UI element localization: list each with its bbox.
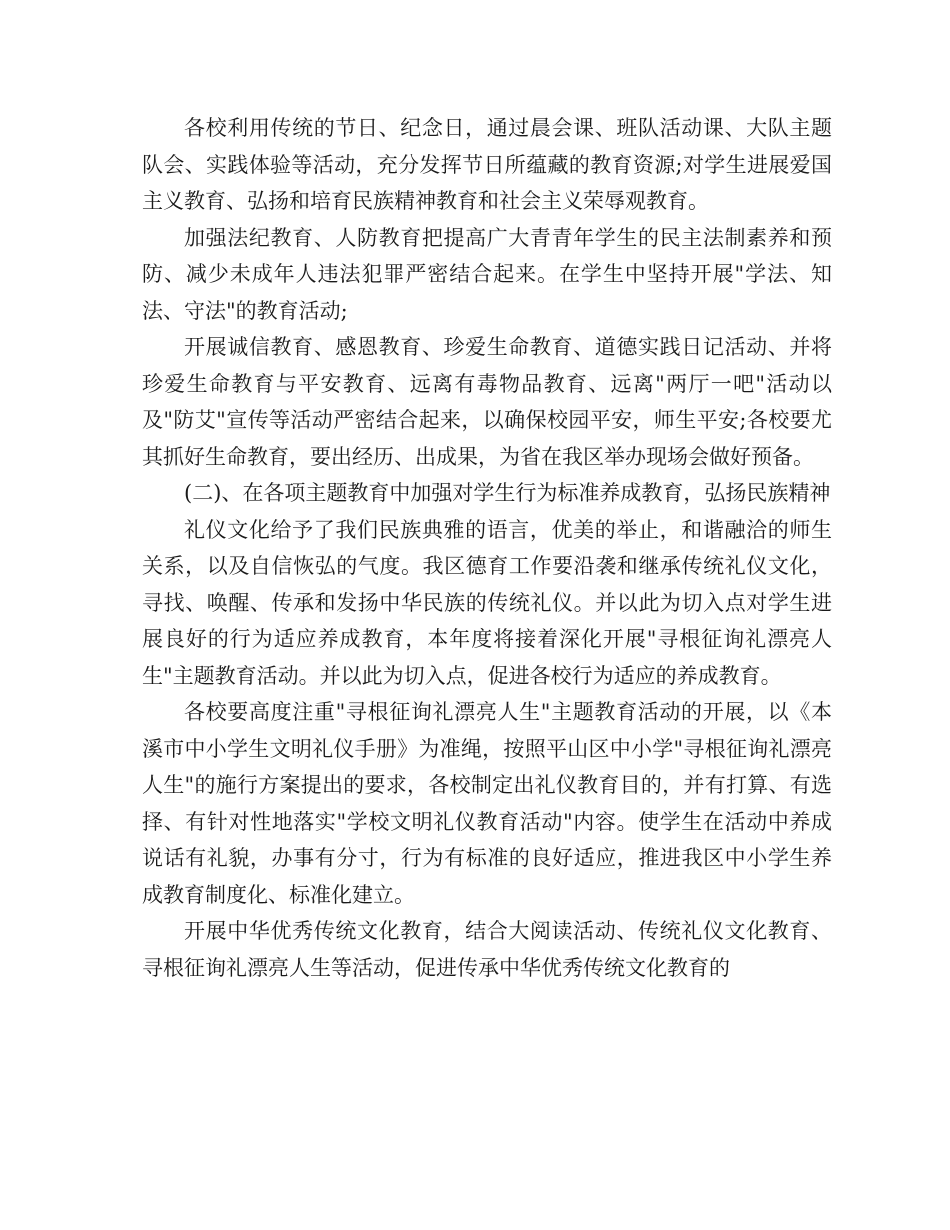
paragraph-traditional-culture: 开展中华优秀传统文化教育，结合大阅读活动、传统礼仪文化教育、寻根征询礼漂亮人生等活动，促进传承中华优秀传统文化教育的: [142, 919, 832, 980]
paragraph-festival-education: 各校利用传统的节日、纪念日，通过晨会课、班队活动课、大队主题队会、实践体验等活动，充分发挥节日所蕴藏的教育资源;对学生进展爱国主义教育、弘扬和培育民族精神教育和社会主义荣辱观教育。: [142, 116, 832, 213]
paragraph-etiquette-culture: 礼仪文化给予了我们民族典雅的语言，优美的举止，和谐融洽的师生关系，以及自信恢弘的气度。我区德育工作要沿袭和继承传统礼仪文化，寻找、唤醒、传承和发扬中华民族的传统礼仪。并以此为切入点对学生进展良好的行为适应养成教育，本年度将接着深化开展"寻根征询礼漂亮人生"主题教育活动。并以此为切入点，促进各校行为适应的养成教育。: [142, 517, 832, 688]
paragraph-life-education: 开展诚信教育、感恩教育、珍爱生命教育、道德实践日记活动、并将珍爱生命教育与平安教育、远离有毒物品教育、远离"两厅一吧"活动以及"防艾"宣传等活动严密结合起来，以确保校园平安，师生平安;各校要尤其抓好生命教育，要出经历、出成果，为省在我区举办现场会做好预备。: [142, 335, 832, 469]
document-body: [142, 110, 832, 986]
paragraph-legal-education: 加强法纪教育、人防教育把提高广大青青年学生的民主法制素养和预防、减少未成年人违法犯罪严密结合起来。在学生中坚持开展"学法、知法、守法"的教育活动;: [142, 225, 832, 323]
section-heading-behavior-education: (二)、在各项主题教育中加强对学生行为标准养成教育，弘扬民族精神: [184, 481, 831, 505]
paragraph-etiquette-activity: 各校要高度注重"寻根征询礼漂亮人生"主题教育活动的开展，以《本溪市中小学生文明礼仪手册》为准绳，按照平山区中小学"寻根征询礼漂亮人生"的施行方案提出的要求，各校制定出礼仪教育目的，并有打算、有选择、有针对性地落实"学校文明礼仪教育活动"内容。使学生在活动中养成说话有礼貌，办事有分寸，行为有标准的良好适应，推进我区中小学生养成教育制度化、标准化建立。: [142, 700, 832, 907]
